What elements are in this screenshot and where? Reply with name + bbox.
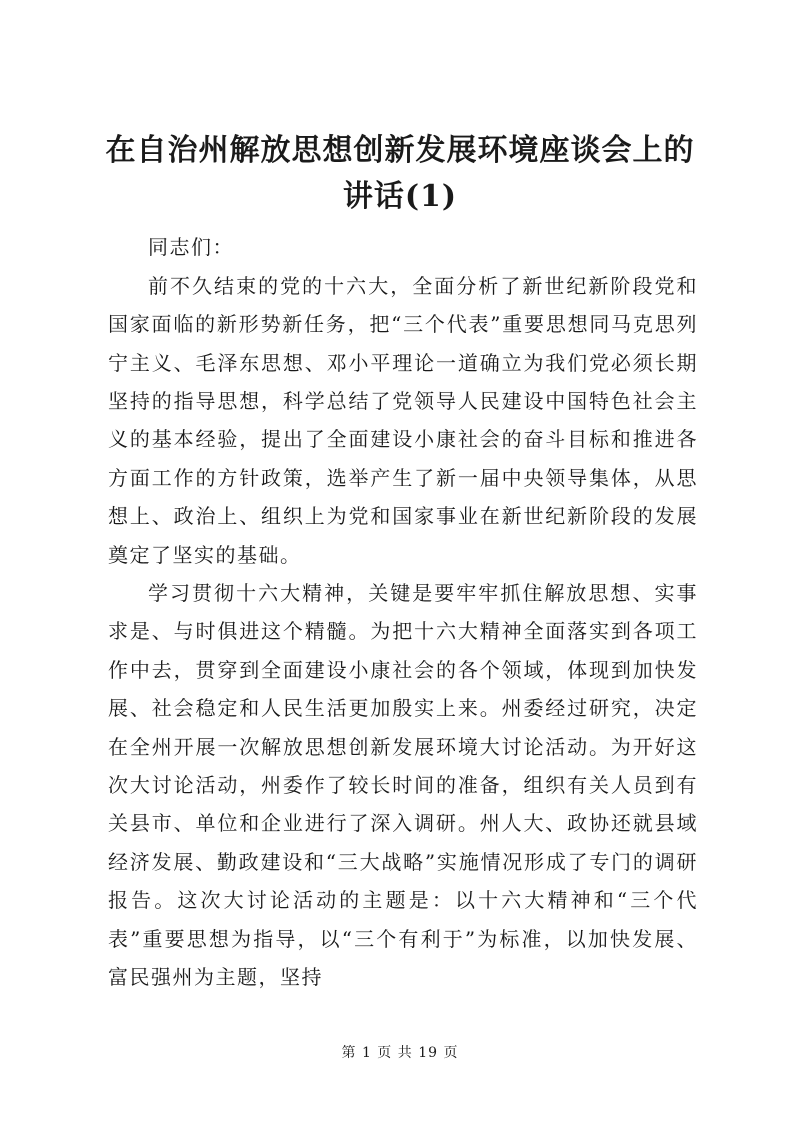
paragraph-2: 学习贯彻十六大精神，关键是要牢牢抓住解放思想、实事求是、与时俱进这个精髓。为把十六大精神全面落实到各项工作中去，贯穿到全面建设小康社会的各个领域，体现到加快发展、社会稳定和人民生活更加殷实上来。州委经过研究，决定在全州开展一次解放思想创新发展环境大讨论活动。为开好这次大讨论活动，州委作了较长时间的准备，组织有关人员到有关县市、单位和企业进行了深入调研。州人大、政协还就县域经济发展、勤政建设和“三大战略”实施情况形成了专门的调研报告。这次大讨论活动的主题是：以十六大精神和“三个代表”重要思想为指导，以“三个有利于”为标准，以加快发展、富民强州为主题，坚持 <box>108 581 698 990</box>
salutation: 同志们： <box>148 235 234 259</box>
document-title: 在自治州解放思想创新发展环境座谈会上的讲话(1) <box>105 133 695 214</box>
page-footer: 第 1 页 共 19 页 <box>341 1045 459 1061</box>
document-body <box>108 228 698 997</box>
paragraph-1: 前不久结束的党的十六大，全面分析了新世纪新阶段党和国家面临的新形势新任务，把“三个代表”重要思想同马克思列宁主义、毛泽东思想、邓小平理论一道确立为我们党必须长期坚持的指导思想，科学总结了党领导人民建设中国特色社会主义的基本经验，提出了全面建设小康社会的奋斗目标和推进各方面工作的方针政策，选举产生了新一届中央领导集体，从思想上、政治上、组织上为党和国家事业在新世纪新阶段的发展奠定了坚实的基础。 <box>108 273 698 567</box>
